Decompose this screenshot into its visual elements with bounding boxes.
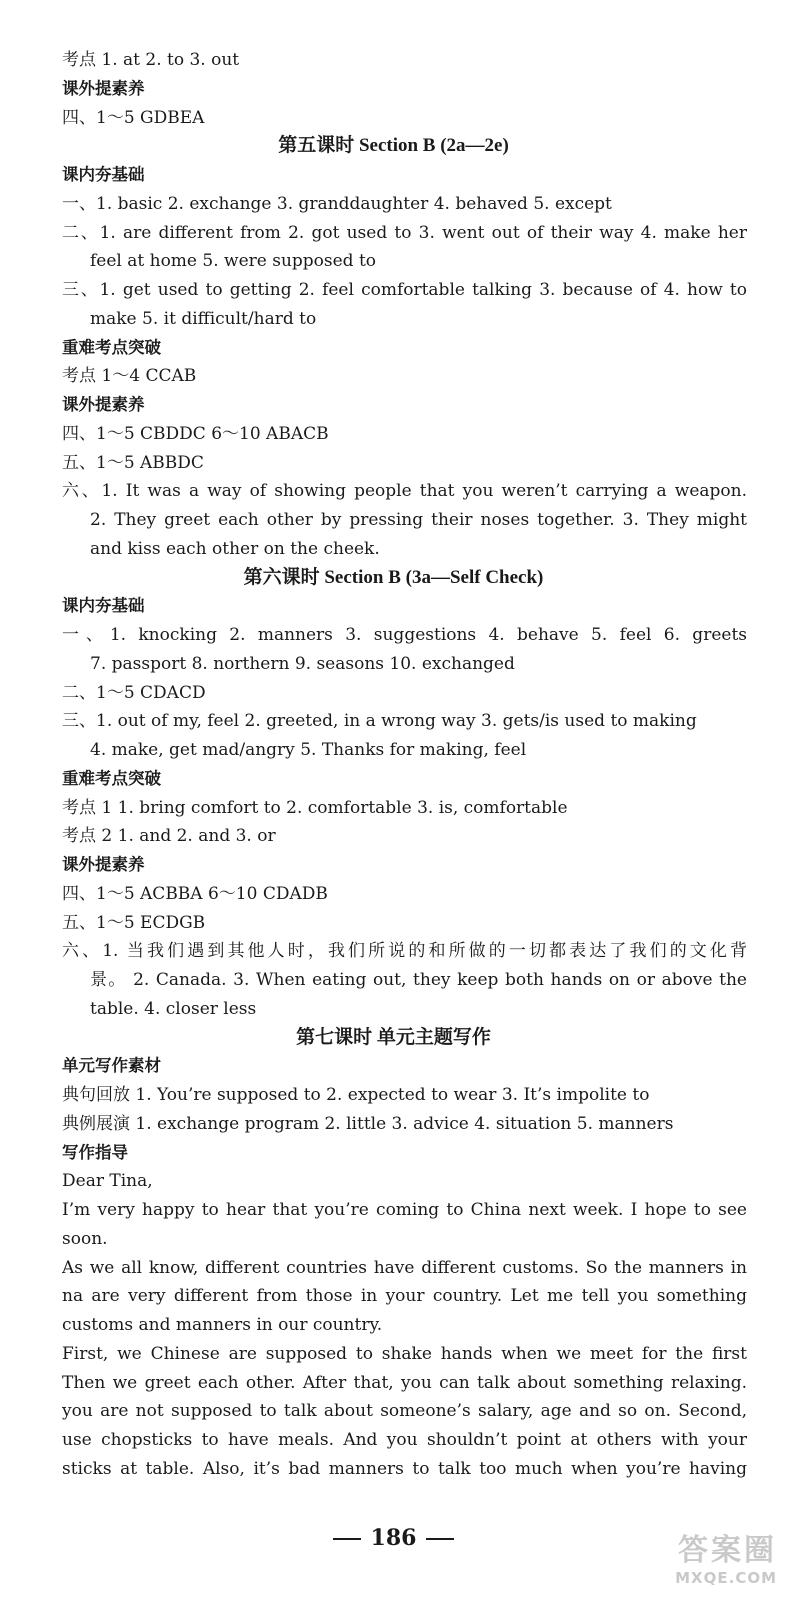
page-number-value: 186 — [370, 1525, 417, 1551]
answer-line: you are not supposed to talk about someone’s salary, age and so on. Second, — [62, 1401, 747, 1422]
section-label: 课内夯基础 — [62, 596, 145, 616]
page-number-right-dash — [426, 1538, 454, 1540]
section-label: 单元写作素材 — [62, 1056, 161, 1076]
answer-line: 考点 1～4 CCAB — [62, 366, 197, 387]
answer-line: table. 4. closer less — [90, 998, 257, 1019]
answer-line: First, we Chinese are supposed to shake hands when we meet for the first — [62, 1343, 747, 1364]
page-number-left-dash — [333, 1538, 361, 1540]
section-label: 重难考点突破 — [62, 768, 161, 788]
answer-line: customs and manners in our country. — [62, 1315, 383, 1335]
section-label: 课外提素养 — [62, 78, 145, 98]
answer-line: 三、1. get used to getting 2. feel comfortable talking 3. because of 4. how to — [62, 280, 747, 300]
answer-line: 三、1. out of my, feel 2. greeted, in a wrong way 3. gets/is used to making — [62, 711, 697, 732]
answer-line: 4. make, get mad/angry 5. Thanks for making, feel — [90, 740, 527, 760]
answer-line: soon. — [62, 1228, 108, 1249]
answer-line: 四、1～5 GDBEA — [62, 107, 205, 128]
answer-line: make 5. it difficult/hard to — [90, 308, 317, 329]
answer-line: 四、1～5 ACBBA 6～10 CDADB — [62, 883, 328, 904]
section-label: 课内夯基础 — [62, 165, 145, 184]
watermark-url: MXQE.COM — [675, 1569, 777, 1587]
watermark-logo — [617, 1534, 777, 1594]
section-heading: 第五课时 Section B (2a—2e) — [278, 135, 509, 157]
answer-line: 六、1. 当我们遇到其他人时，我们所说的和所做的一切都表达了我们的文化背 — [62, 941, 747, 962]
answer-line: I’m very happy to hear that you’re coming to China next week. I hope to see — [62, 1200, 747, 1220]
answer-line: 典句回放 1. You’re supposed to 2. expected to wear 3. It’s impolite to — [62, 1085, 650, 1105]
section-label: 课外提素养 — [62, 395, 145, 414]
answer-line: 四、1～5 CBDDC 6～10 ABACB — [62, 423, 329, 444]
answer-line: 7. passport 8. northern 9. seasons 10. exchanged — [90, 653, 515, 674]
answer-line: 五、1～5 ECDGB — [62, 912, 206, 933]
answer-line: 考点 2 1. and 2. and 3. or — [62, 826, 276, 847]
answer-line: 六、1. It was a way of showing people that you weren’t carrying a weapon. — [62, 481, 747, 502]
answer-line: feel at home 5. were supposed to — [90, 251, 377, 272]
answer-line: As we all know, different countries have different customs. So the manners in — [62, 1257, 747, 1278]
answer-line: Dear Tina, — [62, 1171, 153, 1192]
section-heading: 第六课时 Section B (3a—Self Check) — [243, 566, 544, 588]
section-label: 重难考点突破 — [62, 337, 161, 357]
answer-line: 考点 1. at 2. to 3. out — [62, 50, 240, 70]
answer-line: 2. They greet each other by pressing their noses together. 3. They might — [90, 510, 747, 530]
answer-line: Then we greet each other. After that, you can talk about something relaxing. — [62, 1372, 747, 1393]
answer-line: use chopsticks to have meals. And you shouldn’t point at others with your — [62, 1430, 747, 1450]
answer-line: 典例展演 1. exchange program 2. little 3. advice 4. situation 5. manners — [62, 1113, 674, 1134]
answer-line: 景。 2. Canada. 3. When eating out, they keep both hands on or above the — [90, 970, 747, 990]
watermark-title: 答案圈 — [678, 1533, 777, 1568]
answer-line: and kiss each other on the cheek. — [90, 538, 380, 559]
answer-line: 一、1. knocking 2. manners 3. suggestions 4. behave 5. feel 6. greets — [62, 625, 747, 645]
section-label: 写作指导 — [62, 1142, 128, 1162]
answer-line: 一、1. basic 2. exchange 3. granddaughter 4. behaved 5. except — [62, 193, 612, 214]
answer-line: 二、1. are different from 2. got used to 3. went out of their way 4. make her — [62, 222, 747, 243]
answer-line: sticks at table. Also, it’s bad manners to talk too much when you’re having — [62, 1458, 747, 1479]
answer-line: na are very different from those in your country. Let me tell you something — [62, 1286, 747, 1307]
answer-line: 考点 1 1. bring comfort to 2. comfortable 3. is, comfortable — [62, 797, 568, 818]
section-heading: 第七课时 单元主题写作 — [296, 1026, 491, 1048]
section-label: 课外提素养 — [62, 855, 145, 874]
answer-line: 二、1～5 CDACD — [62, 682, 206, 703]
answer-line: 五、1～5 ABBDC — [62, 452, 204, 473]
